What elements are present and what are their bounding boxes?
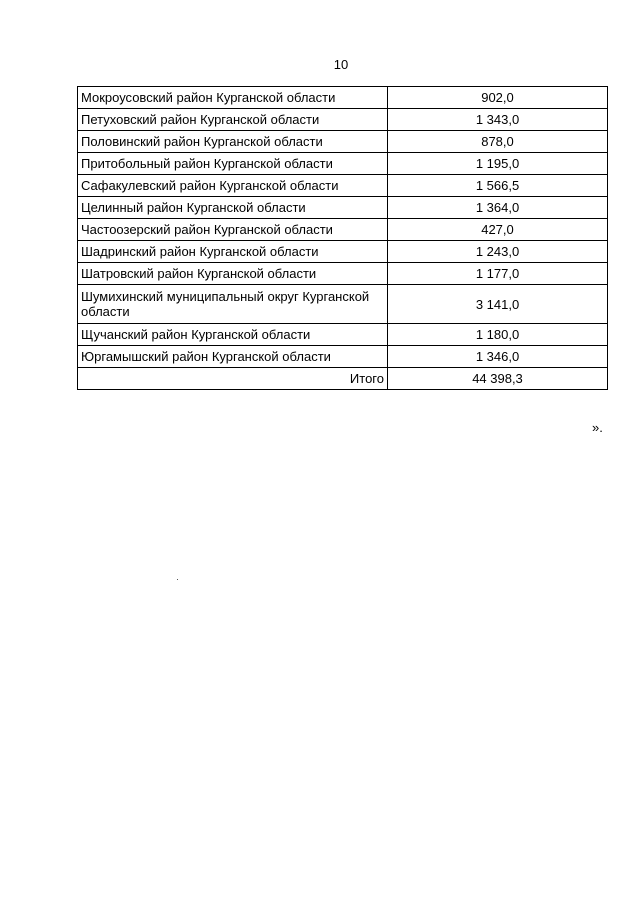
district-name: Юргамышский район Курганской области (78, 346, 388, 368)
district-name: Щучанский район Курганской области (78, 324, 388, 346)
district-name: Целинный район Курганской области (78, 197, 388, 219)
district-name: Шатровский район Курганской области (78, 263, 388, 285)
district-value: 878,0 (388, 131, 608, 153)
table-row (78, 153, 608, 175)
table-row (78, 263, 608, 285)
district-value: 3 141,0 (388, 285, 608, 324)
district-value: 1 180,0 (388, 324, 608, 346)
table-row (78, 87, 608, 109)
table-row (78, 241, 608, 263)
district-name: Петуховский район Курганской области (78, 109, 388, 131)
district-name: Сафакулевский район Курганской области (78, 175, 388, 197)
district-name: Притобольный район Курганской области (78, 153, 388, 175)
district-value: 1 243,0 (388, 241, 608, 263)
district-name: Мокроусовский район Курганской области (78, 87, 388, 109)
total-value: 44 398,3 (388, 368, 608, 390)
district-value: 902,0 (388, 87, 608, 109)
table-row (78, 346, 608, 368)
district-value: 1 346,0 (388, 346, 608, 368)
district-name: Шумихинский муниципальный округ Курганской области (78, 285, 388, 324)
table-row (78, 219, 608, 241)
district-name: Половинский район Курганской области (78, 131, 388, 153)
table-row (78, 109, 608, 131)
district-value: 427,0 (388, 219, 608, 241)
district-value: 1 364,0 (388, 197, 608, 219)
page-number: 10 (333, 57, 349, 72)
table-row (78, 175, 608, 197)
district-value: 1 343,0 (388, 109, 608, 131)
table-row (78, 131, 608, 153)
district-value: 1 195,0 (388, 153, 608, 175)
allocation-table (77, 86, 608, 390)
district-name: Частоозерский район Курганской области (78, 219, 388, 241)
district-name: Шадринский район Курганской области (78, 241, 388, 263)
table-row (78, 285, 608, 324)
table-row (78, 324, 608, 346)
closing-quote-mark: ». (592, 420, 603, 435)
total-label: Итого (78, 368, 388, 390)
total-row (78, 368, 608, 390)
scan-speck (177, 579, 178, 580)
table-row (78, 197, 608, 219)
district-value: 1 177,0 (388, 263, 608, 285)
district-value: 1 566,5 (388, 175, 608, 197)
